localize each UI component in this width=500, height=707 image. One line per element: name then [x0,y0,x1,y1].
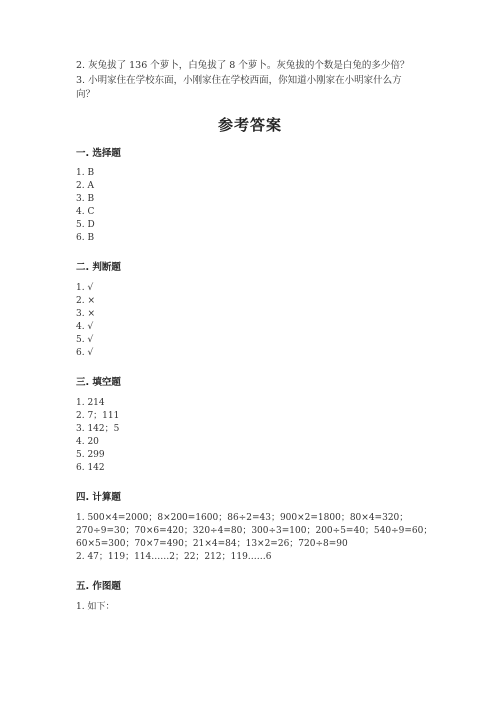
list-item: 1. 500×4=2000；8×200=1600；86÷2=43；900×2=1800；80×4=320； [76,513,409,523]
list-item: 3. 142；5 [76,424,120,434]
answer-title: 参考答案 [217,116,282,134]
section-draw-heading: 五. 作图题 [76,581,121,592]
list-item: 4. 20 [76,437,99,447]
question-3-line-1: 3. 小明家住在学校东面，小刚家住在学校西面，你知道小刚家在小明家什么方 [76,75,402,86]
list-item: 5. D [76,220,95,230]
section-calc-heading: 四. 计算题 [76,492,121,503]
list-item: 1. 如下： [76,602,115,612]
section-judge-heading: 二. 判断题 [76,262,121,273]
list-item: 3. × [76,309,95,319]
list-item: 60×5=300；70×7=490；21×4=84；13×2=26；720÷8=90 [76,539,348,549]
list-item: 4. C [76,207,95,217]
section-choice-heading: 一. 选择题 [76,148,121,159]
list-item: 2. A [76,181,94,191]
list-item: 4. √ [76,322,94,332]
list-item: 2. 7；111 [76,411,120,421]
list-item: 270÷9=30；70×6=420；320÷4=80；300÷3=100；200÷5=40；540÷9=60； [76,526,433,536]
list-item: 1. 214 [76,398,105,408]
list-item: 6. 142 [76,463,105,473]
list-item: 3. B [76,194,95,204]
list-item: 5. √ [76,335,94,345]
list-item: 2. 47；119；114……2；22；212；119……6 [76,552,272,562]
list-item: 1. √ [76,283,94,293]
list-item: 5. 299 [76,450,105,460]
list-item: 6. √ [76,348,94,358]
section-fill-heading: 三. 填空题 [76,377,121,388]
list-item: 2. × [76,296,95,306]
question-3-line-2: 向？ [76,89,96,100]
list-item: 1. B [76,168,95,178]
question-2: 2. 灰兔拔了 136 个萝卜，白兔拔了 8 个萝卜。灰兔拔的个数是白兔的多少倍？ [76,60,410,71]
list-item: 6. B [76,233,95,243]
